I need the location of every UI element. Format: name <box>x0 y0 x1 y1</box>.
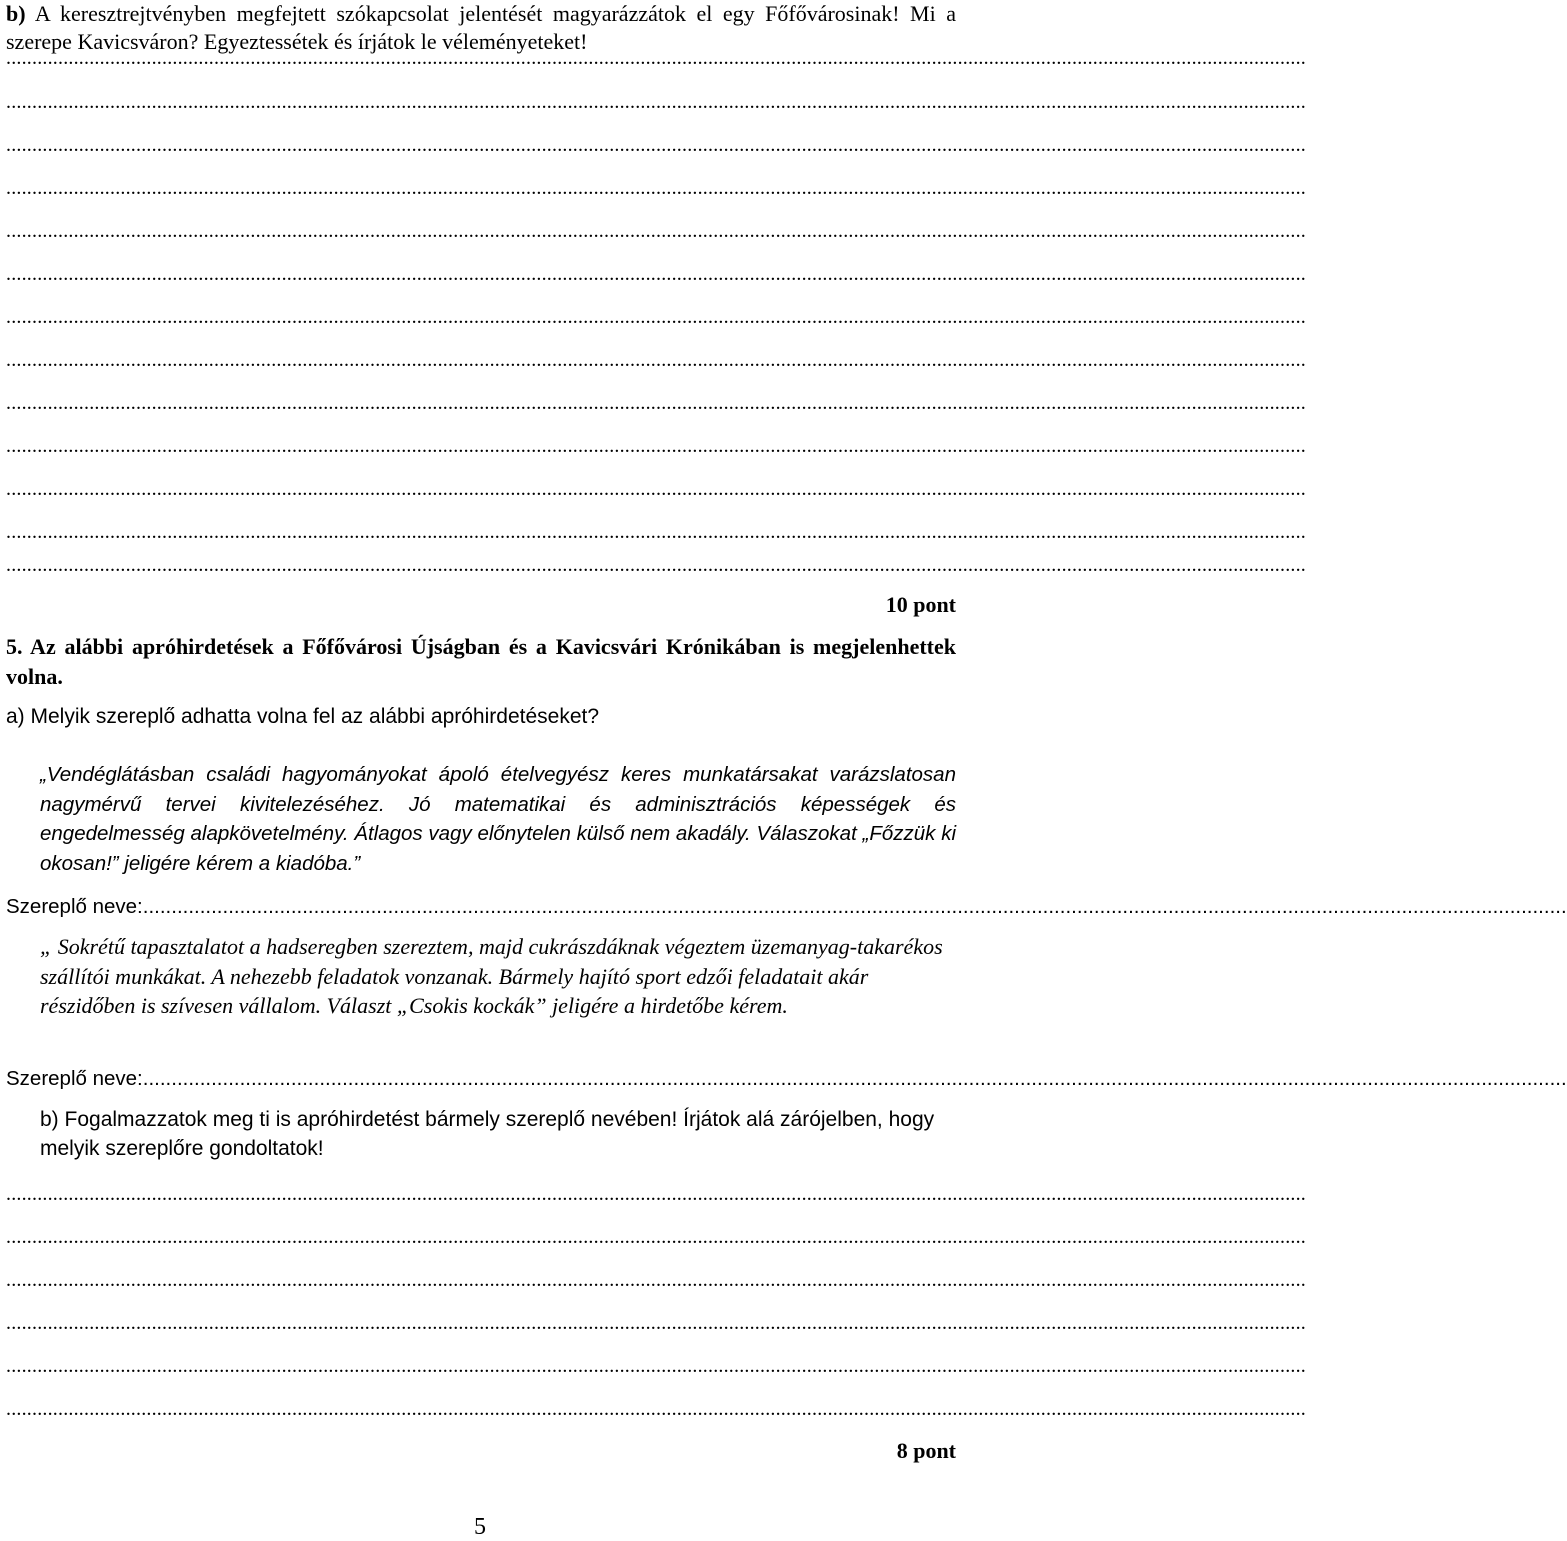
answer-line[interactable]: .......................................................................................................................................................................................................................................................... <box>6 134 1306 156</box>
answer-line[interactable]: .......................................................................................................................................................................................................................................................... <box>6 47 1306 69</box>
role-name-dots: .......................................................................................................................................................................................................................................................... <box>142 895 1567 918</box>
role-name-line-1[interactable] <box>6 894 1567 920</box>
answer-line[interactable]: .......................................................................................................................................................................................................................................................... <box>6 1226 1306 1248</box>
role-name-dots: .......................................................................................................................................................................................................................................................... <box>142 1067 1567 1090</box>
answer-line[interactable]: .......................................................................................................................................................................................................................................................... <box>6 392 1306 414</box>
answer-line[interactable]: .......................................................................................................................................................................................................................................................... <box>6 1183 1306 1205</box>
ad-2: „ Sokrétű tapasztalatot a hadseregben szereztem, majd cukrászdáknak végeztem üzemanyag-takarékos szállítói munkákat. A nehezebb feladatok vonzanak. Bármely hajító sport edzői feladatait akár részidőben is szívesen vállalom. Választ „Csokis kockák” jeligére a hirdetőbe kérem. <box>40 934 943 1018</box>
answer-line[interactable]: .......................................................................................................................................................................................................................................................... <box>6 521 1306 543</box>
points-8: 8 pont <box>896 1438 956 1463</box>
role-name-label: Szereplő neve: <box>6 1067 143 1090</box>
role-name-label: Szereplő neve: <box>6 895 143 918</box>
answer-line[interactable]: .......................................................................................................................................................................................................................................................... <box>6 478 1306 500</box>
answer-line[interactable]: .......................................................................................................................................................................................................................................................... <box>6 220 1306 242</box>
answer-line[interactable]: .......................................................................................................................................................................................................................................................... <box>6 1312 1306 1334</box>
answer-line[interactable]: .......................................................................................................................................................................................................................................................... <box>6 177 1306 199</box>
task-5-heading: 5. Az alábbi apróhirdetések a Főfővárosi Újságban és a Kavicsvári Krónikában is megjelenhettek volna. <box>6 634 956 689</box>
page-number: 5 <box>474 1514 486 1540</box>
question-a: a) Melyik szereplő adhatta volna fel az alábbi apróhirdetéseket? <box>6 705 600 728</box>
answer-line[interactable]: .......................................................................................................................................................................................................................................................... <box>6 349 1306 371</box>
answer-line[interactable]: .......................................................................................................................................................................................................................................................... <box>6 306 1306 328</box>
ad-1: „Vendéglátásban családi hagyományokat ápoló ételvegyész keres munkatársakat varázslatosan nagymérvű tervei kivitelezéséhez. Jó matematikai és adminisztrációs képességek és engedelmesség alapkövetelmény. Átlagos vagy előnytelen külső nem akadály. Válaszokat „Főzzük ki okosan!” jeligére kérem a kiadóba.” <box>40 763 956 875</box>
answer-line[interactable]: .......................................................................................................................................................................................................................................................... <box>6 435 1306 457</box>
answer-line[interactable]: .......................................................................................................................................................................................................................................................... <box>6 554 1306 576</box>
answer-line[interactable]: .......................................................................................................................................................................................................................................................... <box>6 1398 1306 1420</box>
answer-line[interactable]: .......................................................................................................................................................................................................................................................... <box>6 1269 1306 1291</box>
question-b: b) Fogalmazzatok meg ti is apróhirdetést bármely szereplő nevében! Írjátok alá zárójelben, hogy melyik szereplőre gondoltatok! <box>40 1108 935 1160</box>
role-name-line-2[interactable] <box>6 1066 1567 1092</box>
answer-line[interactable]: .......................................................................................................................................................................................................................................................... <box>6 263 1306 285</box>
points-10: 10 pont <box>885 592 956 617</box>
answer-line[interactable]: .......................................................................................................................................................................................................................................................... <box>6 1355 1306 1377</box>
question-b-text: A keresztrejtvényben megfejtett szókapcsolat jelentését magyarázzátok el egy Főfővárosinak! Mi a szerepe Kavicsváron? Egyeztessétek és írjátok le véleményeteket! <box>6 1 956 54</box>
question-b-label: b) <box>6 1 26 26</box>
answer-line[interactable]: .......................................................................................................................................................................................................................................................... <box>6 91 1306 113</box>
